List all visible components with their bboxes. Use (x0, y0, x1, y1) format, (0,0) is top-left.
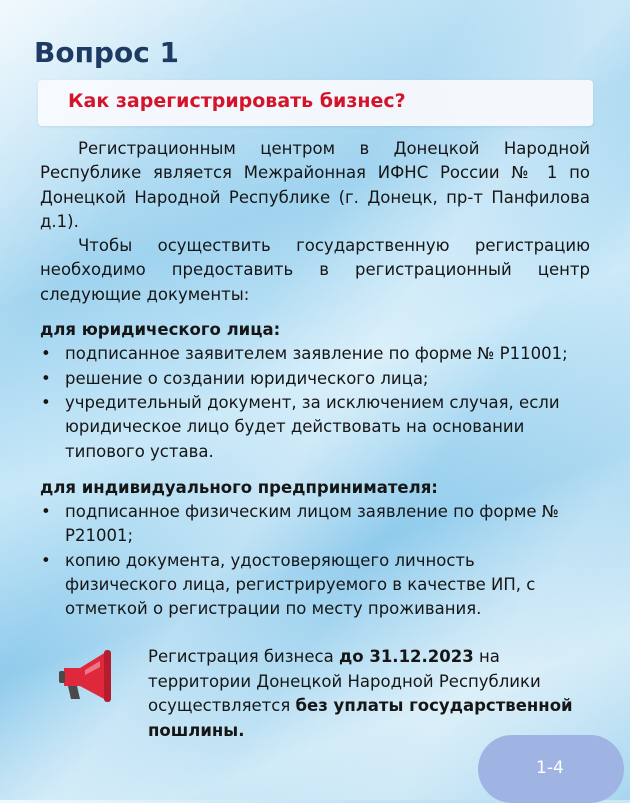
list-item: • учредительный документ, за исключением случая, если юридическое лицо будет действовать на основании типового устава. (40, 391, 590, 464)
notice-part-2: на территории Донецкой Народной Республики осуществляется (148, 647, 541, 715)
subheading-banner (38, 80, 593, 126)
megaphone-icon (58, 646, 118, 704)
list-item: • подписанное физическим лицом заявление по форме № Р21001; (40, 500, 590, 549)
list-item: • решение о создании юридического лица; (40, 367, 590, 391)
intro-paragraph-2: Чтобы осуществить государственную регистрацию необходимо предоставить в регистрационный центр следующие документы: (40, 236, 590, 304)
legal-entity-list (40, 342, 590, 463)
subheading-text: Как зарегистрировать бизнес? (68, 90, 406, 112)
page-number-badge (478, 735, 624, 803)
list-item: • копию документа, удостоверяющего личность физического лица, регистрируемого в качестве ИП, с отметкой о регистрации по месту проживания. (40, 549, 590, 622)
notice-part-3: без уплаты государственной пошлины. (148, 696, 573, 740)
page-title: Вопрос 1 (34, 36, 180, 69)
main-content (40, 137, 590, 622)
notice-date: до 31.12.2023 (338, 647, 474, 666)
page-number: 1-4 (536, 758, 564, 778)
entrepreneur-label: для индивидуального предпринимателя: (40, 477, 438, 497)
notice-part-1: Регистрация бизнеса (148, 647, 334, 666)
list-item: • подписанное заявителем заявление по форме № Р11001; (40, 342, 590, 366)
legal-entity-label: для юридического лица: (40, 320, 281, 340)
entrepreneur-list (40, 500, 590, 621)
intro-paragraph-1: Регистрационным центром в Донецкой Народной Республике является Межрайонная ИФНС России № 1 по Донецкой Народной Республике (г. Донецк, пр-т Панфилова д.1). (40, 139, 590, 231)
notice-text (148, 645, 598, 743)
